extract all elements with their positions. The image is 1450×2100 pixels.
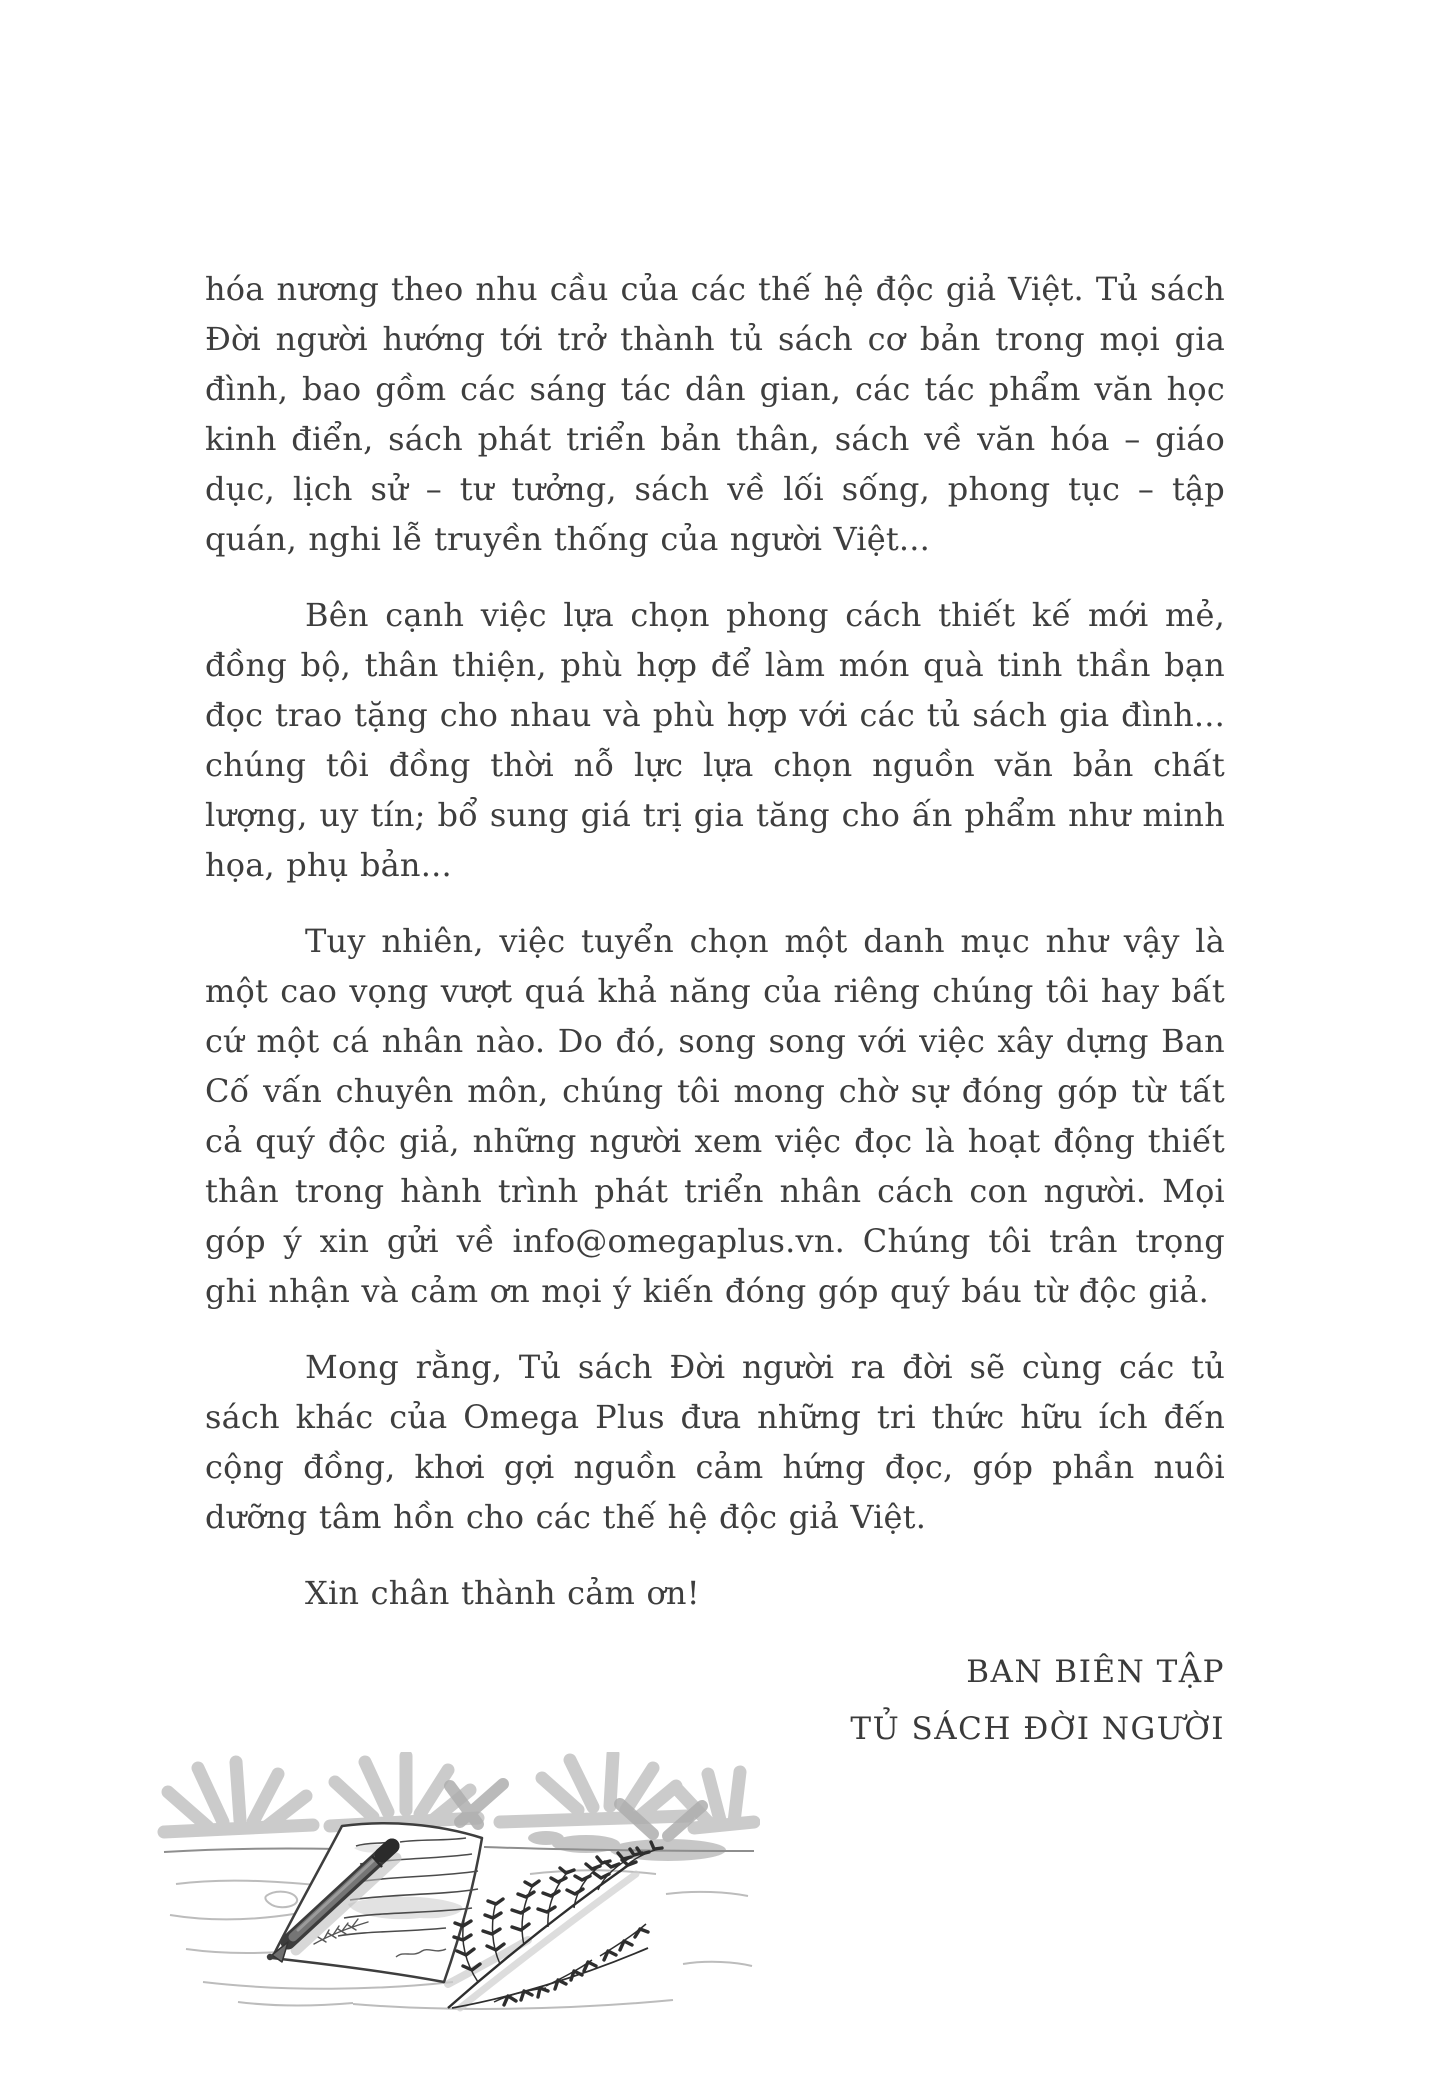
text-line: dục, lịch sử – tư tưởng, sách về lối sống, phong tục – tập [205,470,1225,508]
text-line: thân trong hành trình phát triển nhân cách con người. Mọi [205,1172,1225,1210]
page-text-block [205,264,1225,1758]
text-line: Cố vấn chuyên môn, chúng tôi mong chờ sự đóng góp từ tất [205,1072,1225,1110]
text-line: Tuy nhiên, việc tuyển chọn một danh mục như vậy là [305,922,1225,960]
text-line: kinh điển, sách phát triển bản thân, sách về văn hóa – giáo [205,420,1225,458]
text-line: họa, phụ bản... [205,846,452,884]
text-line: góp ý xin gửi về info@omegaplus.vn. Chúng tôi trân trọng [205,1222,1225,1260]
text-line: quán, nghi lễ truyền thống của người Việt... [205,520,931,558]
body-paragraph [205,590,1225,890]
signature-block [205,1644,1225,1758]
text-line: một cao vọng vượt quá khả năng của riêng chúng tôi hay bất [205,972,1225,1010]
text-line: Bên cạnh việc lựa chọn phong cách thiết kế mới mẻ, [305,596,1225,634]
body-paragraph [205,916,1225,1316]
text-line: chúng tôi đồng thời nỗ lực lựa chọn nguồn văn bản chất [205,746,1225,784]
text-line: ghi nhận và cảm ơn mọi ý kiến đóng góp quý báu từ độc giả. [205,1272,1209,1310]
text-line: cả quý độc giả, những người xem việc đọc là hoạt động thiết [205,1122,1225,1160]
text-line: cộng đồng, khơi gợi nguồn cảm hứng đọc, góp phần nuôi [205,1448,1225,1486]
fern-sprig [448,1842,662,2008]
body-paragraph [205,264,1225,564]
text-line: cứ một cá nhân nào. Do đó, song song với việc xây dựng Ban [205,1022,1225,1060]
body-paragraph [205,1342,1225,1542]
fern-leaflets [454,1842,662,2005]
text-line: dưỡng tâm hồn cho các thế hệ độc giả Việt. [205,1498,927,1536]
text-line: hóa nương theo nhu cầu của các thế hệ độc giả Việt. Tủ sách [205,270,1225,308]
text-line: đình, bao gồm các sáng tác dân gian, các tác phẩm văn học [205,370,1225,408]
text-line: đồng bộ, thân thiện, phù hợp để làm món quà tinh thần bạn [205,646,1225,684]
fern-main-stem [448,1864,630,2008]
text-line: đọc trao tặng cho nhau và phù hợp với các tủ sách gia đình... [205,696,1225,734]
letter-pen-illustration [148,1752,760,2020]
signature-editorial-board: BAN BIÊN TẬP [966,1654,1225,1690]
pen-cap-end [382,1846,392,1855]
text-line: Đời người hướng tới trở thành tủ sách cơ bản trong mọi gia [205,320,1225,358]
closing-thanks-line: Xin chân thành cảm ơn! [305,1574,700,1612]
text-line: Mong rằng, Tủ sách Đời người ra đời sẽ cùng các tủ [305,1348,1225,1386]
text-line: sách khác của Omega Plus đưa những tri thức hữu ích đến [205,1398,1225,1436]
signature-series-name: TỦ SÁCH ĐỜI NGƯỜI [850,1711,1225,1747]
text-line: lượng, uy tín; bổ sung giá trị gia tăng cho ấn phẩm như minh [205,796,1225,834]
body-paragraph-closing [205,1568,1225,1618]
pen-tip-ball [267,1954,273,1960]
